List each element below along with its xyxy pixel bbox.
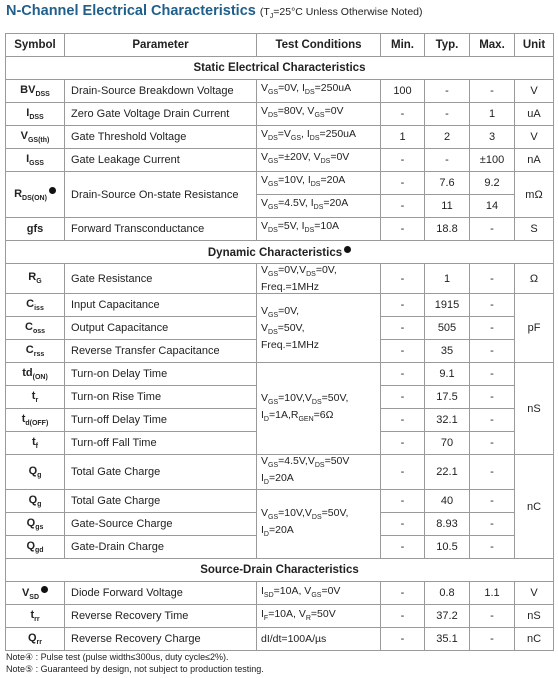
unit-cell: V (515, 582, 554, 605)
typ-cell: 17.5 (425, 386, 470, 409)
max-cell: - (470, 294, 515, 317)
parameter-cell: Turn-off Fall Time (65, 432, 257, 455)
title-conditions: ($T_J=25^\circ C$ Unless Otherwise Noted) (259, 6, 423, 21)
min-cell: - (381, 536, 425, 559)
min-cell: - (381, 294, 425, 317)
header-symbol: Symbol (6, 34, 65, 57)
symbol-cell: $R_{DS(ON)}$ (6, 172, 65, 218)
typ-cell: 37.2 (425, 605, 470, 628)
min-cell: - (381, 628, 425, 651)
table-row (6, 103, 554, 126)
min-cell: - (381, 340, 425, 363)
max-cell: - (470, 386, 515, 409)
min-cell: - (381, 103, 425, 126)
min-cell: - (381, 363, 425, 386)
section-row (6, 57, 554, 80)
condition-cell: $V_{DS}=5V$, $I_{DS}=10A$ (257, 218, 381, 241)
unit-cell: mΩ (515, 172, 554, 218)
typ-cell: 9.1 (425, 363, 470, 386)
condition-cell: $V_{DS}=80V$, $V_{GS}=0V$ (257, 103, 381, 126)
max-cell: - (470, 455, 515, 490)
unit-cell: uA (515, 103, 554, 126)
parameter-cell: Gate Resistance (65, 264, 257, 294)
unit-cell: nA (515, 149, 554, 172)
symbol-cell: $C_{oss}$ (6, 317, 65, 340)
section-source-drain: Source-Drain Characteristics (6, 559, 554, 582)
max-cell: - (470, 409, 515, 432)
condition-cell: $V_{GS}=4.5V,V_{DS}=50V$ $I_D=20A$ (257, 455, 381, 490)
parameter-cell: Turn-on Rise Time (65, 386, 257, 409)
note-bullet-icon (49, 187, 56, 194)
min-cell: - (381, 195, 425, 218)
symbol-cell: $C_{iss}$ (6, 294, 65, 317)
symbol-cell: $Q_{rr}$ (6, 628, 65, 651)
table-row (6, 490, 554, 513)
table-row (6, 126, 554, 149)
table-row (6, 582, 554, 605)
min-cell: - (381, 490, 425, 513)
max-cell: - (470, 80, 515, 103)
condition-cell: $V_{GS}=10V$, $I_{DS}=20A$ (257, 172, 381, 195)
typ-cell: - (425, 149, 470, 172)
title-text: N-Channel Electrical Characteristics (6, 3, 256, 19)
parameter-cell: Reverse Recovery Charge (65, 628, 257, 651)
table-row (6, 149, 554, 172)
unit-cell: V (515, 80, 554, 103)
symbol-cell: $t_r$ (6, 386, 65, 409)
min-cell: - (381, 149, 425, 172)
max-cell: 3 (470, 126, 515, 149)
section-dynamic: Dynamic Characteristics (6, 241, 554, 264)
section-row (6, 559, 554, 582)
symbol-cell: $t_f$ (6, 432, 65, 455)
symbol-cell: gfs (6, 218, 65, 241)
min-cell: - (381, 264, 425, 294)
parameter-cell: Reverse Recovery Time (65, 605, 257, 628)
parameter-cell: Forward Transconductance (65, 218, 257, 241)
min-cell: - (381, 409, 425, 432)
condition-cell: $V_{GS}=0V,V_{DS}=0V$, Freq.=1MHz (257, 264, 381, 294)
max-cell: 14 (470, 195, 515, 218)
max-cell: 1 (470, 103, 515, 126)
typ-cell: - (425, 103, 470, 126)
parameter-cell: Input Capacitance (65, 294, 257, 317)
condition-cell: $V_{GS}=0V$, $I_{DS}=250uA$ (257, 80, 381, 103)
min-cell: - (381, 317, 425, 340)
unit-cell: V (515, 126, 554, 149)
symbol-cell: $t_{d(OFF)}$ (6, 409, 65, 432)
unit-cell: S (515, 218, 554, 241)
parameter-cell: Gate-Source Charge (65, 513, 257, 536)
table-row (6, 628, 554, 651)
typ-cell: 70 (425, 432, 470, 455)
typ-cell: 11 (425, 195, 470, 218)
table-row (6, 80, 554, 103)
max-cell: - (470, 264, 515, 294)
condition-cell: $V_{GS}=0V$, $V_{DS}=50V$, Freq.=1MHz (257, 294, 381, 363)
typ-cell: 35 (425, 340, 470, 363)
min-cell: - (381, 386, 425, 409)
table-row (6, 605, 554, 628)
condition-cell: dI/dt=100A/µs (257, 628, 381, 651)
symbol-cell: $C_{rss}$ (6, 340, 65, 363)
parameter-cell: Turn-off Delay Time (65, 409, 257, 432)
symbol-cell: $V_{GS(th)}$ (6, 126, 65, 149)
typ-cell: 18.8 (425, 218, 470, 241)
header-min: Min. (381, 34, 425, 57)
max-cell: ±100 (470, 149, 515, 172)
symbol-cell: $td_{(ON)}$ (6, 363, 65, 386)
condition-cell: $I_{SD}=10A$, $V_{GS}=0V$ (257, 582, 381, 605)
header-typ: Typ. (425, 34, 470, 57)
unit-cell: nS (515, 363, 554, 455)
note-5: Note⑤ : Guaranteed by design, not subject to production testing. (6, 664, 264, 674)
header-test-conditions: Test Conditions (257, 34, 381, 57)
note-4: Note④ : Pulse test (pulse width≤300us, duty cycle≤2%). (6, 652, 229, 662)
max-cell: - (470, 432, 515, 455)
condition-cell: $V_{GS}=\pm 20V$, $V_{DS}=0V$ (257, 149, 381, 172)
header-row (6, 34, 554, 57)
characteristics-table (5, 33, 554, 651)
table-row (6, 455, 554, 490)
max-cell: 9.2 (470, 172, 515, 195)
typ-cell: 7.6 (425, 172, 470, 195)
unit-cell: nC (515, 628, 554, 651)
unit-cell: nS (515, 605, 554, 628)
typ-cell: 40 (425, 490, 470, 513)
max-cell: - (470, 218, 515, 241)
max-cell: - (470, 363, 515, 386)
table-row (6, 218, 554, 241)
section-row (6, 241, 554, 264)
unit-cell: pF (515, 294, 554, 363)
typ-cell: 505 (425, 317, 470, 340)
parameter-cell: Turn-on Delay Time (65, 363, 257, 386)
unit-cell: nC (515, 455, 554, 559)
parameter-cell: Gate Threshold Voltage (65, 126, 257, 149)
table-row (6, 363, 554, 386)
symbol-cell: $Q_g$ (6, 490, 65, 513)
min-cell: - (381, 172, 425, 195)
condition-cell: $V_{GS}=10V,V_{DS}=50V$, $I_D=20A$ (257, 490, 381, 559)
page-title (6, 3, 423, 20)
parameter-cell: Drain-Source On-state Resistance (65, 172, 257, 218)
header-parameter: Parameter (65, 34, 257, 57)
symbol-cell: $Q_{gd}$ (6, 536, 65, 559)
table-row (6, 172, 554, 195)
min-cell: 1 (381, 126, 425, 149)
min-cell: - (381, 455, 425, 490)
typ-cell: 32.1 (425, 409, 470, 432)
table-row (6, 294, 554, 317)
condition-cell: $V_{DS}=V_{GS}$, $I_{DS}=250uA$ (257, 126, 381, 149)
typ-cell: 8.93 (425, 513, 470, 536)
parameter-cell: Gate-Drain Charge (65, 536, 257, 559)
parameter-cell: Diode Forward Voltage (65, 582, 257, 605)
parameter-cell: Drain-Source Breakdown Voltage (65, 80, 257, 103)
parameter-cell: Reverse Transfer Capacitance (65, 340, 257, 363)
condition-cell: $V_{GS}=4.5V$, $I_{DS}=20A$ (257, 195, 381, 218)
min-cell: - (381, 432, 425, 455)
max-cell: - (470, 536, 515, 559)
max-cell: - (470, 317, 515, 340)
min-cell: - (381, 605, 425, 628)
max-cell: - (470, 513, 515, 536)
typ-cell: - (425, 80, 470, 103)
parameter-cell: Output Capacitance (65, 317, 257, 340)
min-cell: - (381, 582, 425, 605)
symbol-cell: $I_{DSS}$ (6, 103, 65, 126)
max-cell: - (470, 340, 515, 363)
symbol-cell: $V_{SD}$ (6, 582, 65, 605)
symbol-cell: $Q_g$ (6, 455, 65, 490)
symbol-cell: $I_{GSS}$ (6, 149, 65, 172)
section-static: Static Electrical Characteristics (6, 57, 554, 80)
max-cell: - (470, 490, 515, 513)
footnotes (6, 651, 264, 675)
header-unit: Unit (515, 34, 554, 57)
symbol-cell: $t_{rr}$ (6, 605, 65, 628)
typ-cell: 10.5 (425, 536, 470, 559)
note-bullet-icon (344, 246, 351, 253)
typ-cell: 1 (425, 264, 470, 294)
typ-cell: 35.1 (425, 628, 470, 651)
parameter-cell: Total Gate Charge (65, 490, 257, 513)
min-cell: 100 (381, 80, 425, 103)
typ-cell: 1915 (425, 294, 470, 317)
symbol-cell: $R_G$ (6, 264, 65, 294)
min-cell: - (381, 513, 425, 536)
parameter-cell: Gate Leakage Current (65, 149, 257, 172)
typ-cell: 0.8 (425, 582, 470, 605)
parameter-cell: Zero Gate Voltage Drain Current (65, 103, 257, 126)
note-bullet-icon (41, 586, 48, 593)
unit-cell: Ω (515, 264, 554, 294)
condition-cell: $I_F=10A$, $V_R=50V$ (257, 605, 381, 628)
symbol-cell: $BV_{DSS}$ (6, 80, 65, 103)
symbol-cell: $Q_{gs}$ (6, 513, 65, 536)
header-max: Max. (470, 34, 515, 57)
min-cell: - (381, 218, 425, 241)
typ-cell: 2 (425, 126, 470, 149)
parameter-cell: Total Gate Charge (65, 455, 257, 490)
table-row (6, 264, 554, 294)
condition-cell: $V_{GS}=10V,V_{DS}=50V$, $I_D=1A,R_{GEN}=6\Omega$ (257, 363, 381, 455)
max-cell: 1.1 (470, 582, 515, 605)
max-cell: - (470, 628, 515, 651)
typ-cell: 22.1 (425, 455, 470, 490)
max-cell: - (470, 605, 515, 628)
